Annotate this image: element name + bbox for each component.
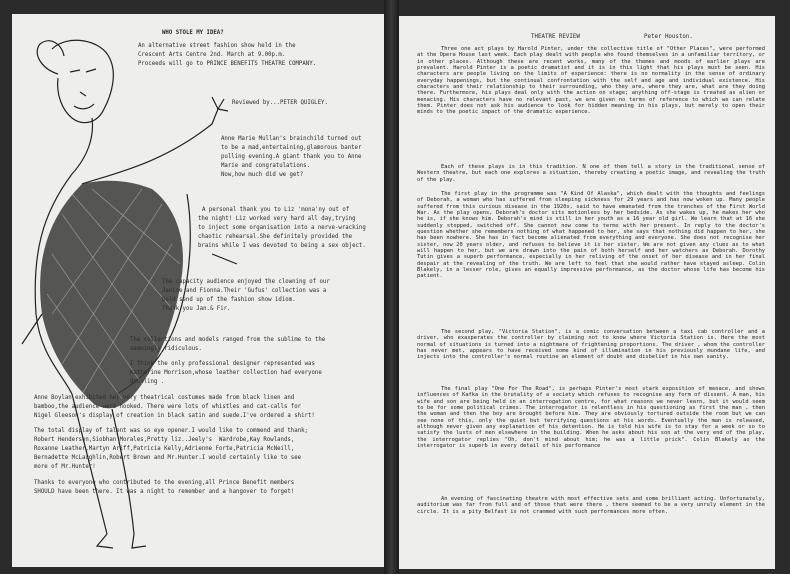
fashion-illustration: [12, 14, 252, 559]
para-5-line-1: Anne Boylan exhibited her very theatrical costumes made from black linen and: [34, 395, 295, 401]
review-author: Peter Houston.: [644, 34, 693, 40]
para-4-line-2: seemingly ridiculous.: [130, 346, 202, 352]
para-3-line-1: The capacity audience enjoyed the clowning of our: [162, 279, 330, 285]
right-page: [399, 16, 775, 569]
para-3-line-3: bold send up of the fashion show idiom.: [162, 297, 296, 303]
para-3-line-2: Janice and Fionna.Their 'Gufus' collection was a: [162, 288, 327, 294]
review-heading: THEATRE REVIEW: [531, 34, 580, 40]
para-5-line-3: Nigel Gleeson's display of creation in black satin and suede.I've ordered a shirt!: [34, 413, 315, 419]
left-page: [12, 14, 384, 567]
para-1-line-2: to be a mad,entertaining,glamorous banter: [221, 145, 362, 151]
para-5-line-2: bamboo,the audience were hooked. There were lots of whistles and cat-calls for: [34, 404, 302, 410]
review-paragraph-4: The second play, "Victoria Station", is a comic conversation between a taxi cab controller and a driver, who exasperates the controller by claiming not to know where Victoria Station is. Here the most normal of situations is turned into a nightmare of frightening proportions. The driver , whom the controller has never met, appears to have received some kind of illumination in his previously mundane life, and injects into the controller's normal routine an element of doubt and disbelief in his own sanity.: [417, 329, 765, 361]
review-paragraph-3: The first play in the programme was "A Kind Of Alaska", which dealt with the thoughts and feelings of Deborah, a woman who has suffered from sleeping sickness for 29 years and has now woken up. Many people suffered from this curious disease in the 1920s, said to have emanated from the trenches of the First World War. As the play opens, Deborah's doctor sits motionless by her bedside. As she wakes up, he makes her who he is, if she knows him. Deborah's mind is still in her youth as a 16 year old girl. We learn that at 16 she suddenly stopped, switched off. She cannot now come to terms with her present. In reply to the doctor's question whether she remembers nothing of what happened to her, she says that nothing did happen to her, she has been nowhere. She has in fact become alienated from everything and everyone. She does not recognise her sister, now 20 years older, and refuses to believe it is her sister. We are not given any clues as to what will happen to her, but we are drawn into the pain of both herself and her watchers as Deborah. Dorothy Tutin gives a superb performance, especially in her reliving of the onset of her disease and in her final despair at the revealing of the truth. We are left to feel that she would rather have stayed asleep. Colin Blakely, in a lesser role, gives an equally impressive performance, as the doctor whose life has become his patient.: [417, 191, 765, 280]
para-6-line-3: Roxanne Leather,Martyn Ariff,Patricia Kelly,Adrienne Forte,Patricia McNeill,: [34, 446, 295, 452]
para-3-line-4: Thank you Jan.& Fir.: [162, 306, 231, 312]
para-2-line-2: the night! Liz worked very hard all day,trying: [198, 216, 356, 222]
intro-line-1: An alternative street fashion show held in the: [138, 43, 296, 49]
para-7-line-2: SHOULD have been there. It was a night to remember and a hangover to forget!: [34, 489, 295, 495]
para-2-line-5: brains while I was devoted to being a sex object.: [198, 243, 366, 249]
para-4-line-1: The collections and models ranged from the sublime to the: [130, 337, 326, 343]
para-6-line-4: Bernadette McLaughlin,Robert Brown and Mr.Hunter.I would certainly like to see: [34, 455, 302, 461]
para-1-line-4: Marie and congratulations.: [221, 163, 311, 169]
book-gutter: [384, 0, 399, 574]
intro-line-3: Proceeds will go to PRINCE BENEFITS THEATRE COMPANY.: [138, 61, 317, 67]
review-paragraph-2: Each of these plays is in this tradition. N one of them tell a story in the traditional sense of Western theatre, but each one explores a situation, thereby creating a poetic image, and revealing the truth of the play.: [417, 164, 765, 183]
para-4-line-3: I think the only professional designer represented was: [130, 361, 315, 367]
para-6-line-1: The total display of talent was so eye opener.I would like to commend and thank;: [34, 428, 308, 434]
intro-line-2: Crescent Arts Centre 2nd. March at 9.00p.m.: [138, 52, 286, 58]
para-1-line-1: Anne Marie Mullan's brainchild turned out: [221, 136, 362, 142]
para-4-line-5: drooling .: [130, 379, 165, 385]
review-paragraph-1: Three one act plays by Harold Pinter, under the collective title of "Other Places", were performed at the Opera House last week. Each play dealt with people who found themselves in a unfamiliar territory, or in other places. Although these are recent works, many of the themes and moods of earlier plays are prevalent. Harold Pinter is a poetic dramatist and it is in this light that his plays must be seen. His characters are people living on the limits of experience: there is no normality in the sense of ordinary everyday happenings, but the continual confrontation with the self and age and individual existence. His characters and their relationship to their surrounding, who they are, where they are, what are they doing there. Furthermore, his plays deal only with the action on stage; anything off-stage is treated as alien or menacing. His characters have no relevant past, we are given no terms of reference to which we can relate them. Pinter does not ask his audience to look for hidden meaning in his plays, but merely to open their minds to the poetic impact of the dramatic experience.: [417, 46, 765, 116]
para-1-line-5: Now,how much did we get?: [221, 172, 304, 178]
para-4-line-4: Katherine Morrison,whose leather collection had everyone: [130, 370, 322, 376]
para-7-line-1: Thanks to everyone who contributed to the evening,all Prince Benefit members: [34, 480, 295, 486]
article-title: WHO STOLE MY IDEA?: [162, 30, 224, 36]
para-2-line-3: to inject some organisation into a nerve-wracking: [198, 225, 366, 231]
para-2-line-1: A personal thank you to Liz 'mona'ny out of: [202, 207, 350, 213]
para-1-line-3: pulling evening.A giant thank you to Anne: [221, 154, 362, 160]
para-2-line-4: chaotic rehearsal.She definitely provided the: [198, 234, 353, 240]
para-6-line-5: more of Mr.Hunter!: [34, 464, 96, 470]
para-6-line-2: Robert Henderson,Siobhan Morales,Pretty liz..Jeely's Wardrobe,Kay Rowlands,: [34, 437, 295, 443]
review-paragraph-6: An evening of fascinating theatre with most effective sets and some brilliant acting. Unfortunately, auditorium was far from full and of those that were there , there seemed to be a very unruly element in the circle. It is a pity Belfast is not crammed with such performances more often.: [417, 496, 765, 515]
reviewer-byline: Reviewed by...PETER QUIGLEY.: [232, 100, 328, 106]
review-paragraph-5: The final play "One For The Road", is perhaps Pinter's most stark exposition of menace, and shows influences of Kafka in the brutality of a society which refuses to recognise any form of dissent. A man, his wife and son are being held in an interrogation centre, for what reasons we never learn, but it would seem to be for some political crimes. The interrogator is relentless in his questioning as first the man , then the woman and then the boy are brought before him. They are obviously tortured outside the room but we can see none of this, only the quiet but terrifying questions at his words. Eventually the man is released, although never given any explanation of his detention. He is told his wife is to stay for a week or so to satisfy the lusts of men elsewhere in the building. When he asks about his son at the very end of the play, the interrogator replies "Oh, don't mind about him; he was a little prick". Colin Blakely as the interrogator is superb in every detail of his performance: [417, 386, 765, 450]
